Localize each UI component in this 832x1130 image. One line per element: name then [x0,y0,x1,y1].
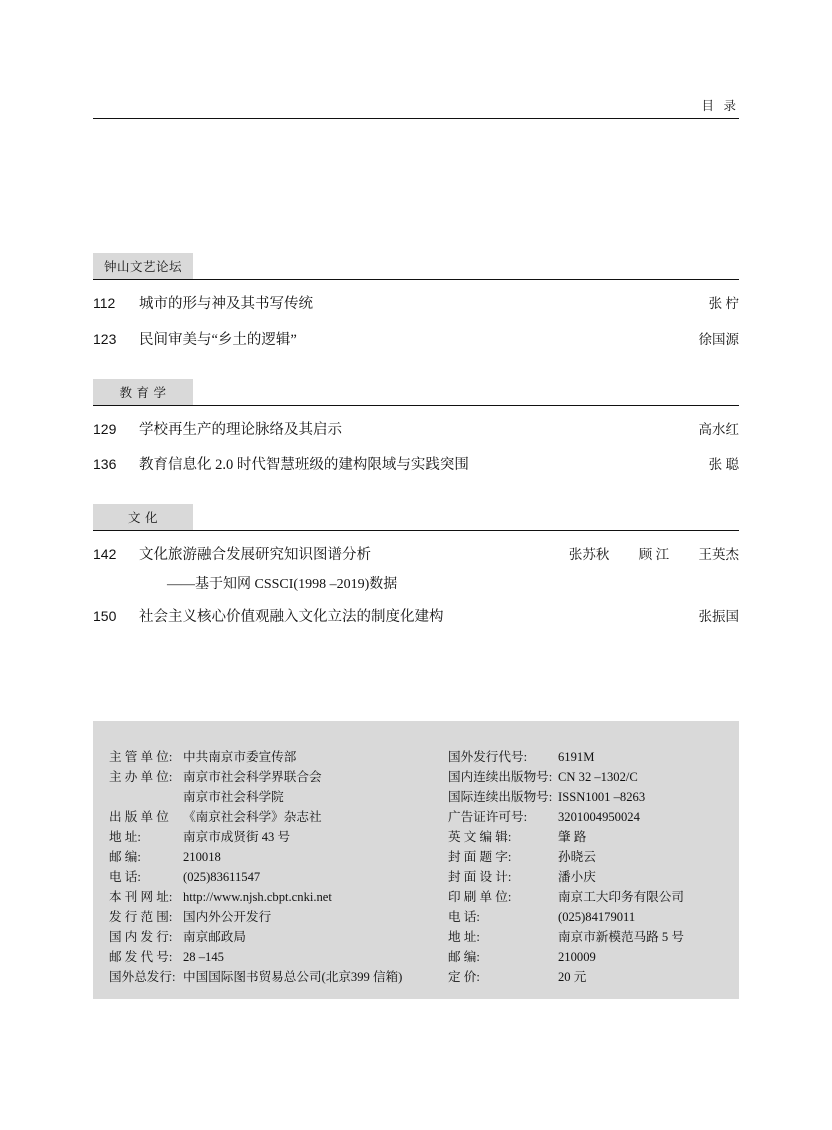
colophon-row [448,947,739,967]
colophon-value: 南京市社会科学院 [183,790,284,804]
colophon-row [448,747,739,767]
colophon-value: 国内外公开发行 [183,910,272,924]
colophon-label: 本 刊 网 址: [109,890,173,904]
author-name: 张苏秋 [568,547,610,562]
toc-entry[interactable] [93,293,739,316]
colophon-row [109,767,448,787]
colophon-label: 地 址: [448,930,480,944]
colophon-label: 广告证许可号: [448,810,528,824]
toc-entry[interactable] [93,329,739,352]
section-divider [93,530,739,531]
colophon-value: 《南京社会科学》杂志社 [183,810,322,824]
colophon-label: 出 版 单 位 [109,810,169,824]
header-divider [93,118,739,119]
entry-page-number: 136 [93,456,117,473]
entry-page-number: 142 [93,546,117,562]
colophon-value: 孙晓云 [558,850,596,864]
colophon-left-column [93,747,448,987]
author-name: 高水红 [698,421,739,437]
section-tag: 文 化 [93,504,193,530]
colophon-row [448,807,739,827]
colophon-row [109,847,448,867]
colophon-label: 发 行 范 围: [109,910,173,924]
entry-title: 学校再生产的理论脉络及其启示 [139,421,342,438]
colophon-label: 封 面 题 字: [448,850,512,864]
author-name: 张振国 [698,608,739,624]
colophon-row [109,967,448,987]
colophon-row [448,827,739,847]
colophon-row [448,967,739,987]
section-divider [93,279,739,280]
colophon-right-column [448,747,739,987]
colophon-value: 南京市社会科学界联合会 [183,770,322,784]
colophon-row [109,907,448,927]
colophon-label: 地 址: [109,830,141,844]
entry-authors [709,294,739,314]
colophon-label: 主 管 单 位: [109,750,173,764]
colophon-value: 南京市成贤街 43 号 [183,830,291,844]
entry-authors [699,330,740,350]
toc-section [93,504,739,629]
colophon-row [448,767,739,787]
colophon-row [448,887,739,907]
colophon-value: 肇 路 [558,830,587,844]
toc-entry[interactable] [93,419,739,442]
section-tag: 教 育 学 [93,379,193,405]
author-name: 徐国源 [698,331,739,347]
entry-subtitle [93,573,739,593]
section-tag: 钟山文艺论坛 [93,253,193,279]
colophon-value: 3201004950024 [558,810,640,824]
colophon-label: 封 面 设 计: [448,870,512,884]
entry-authors [569,545,739,565]
author-name: 王英杰 [698,547,739,562]
entry-title: 文化旅游融合发展研究知识图谱分析 [139,547,371,563]
colophon-label: 邮 编: [448,950,480,964]
entry-title: 教育信息化 2.0 时代智慧班级的建构限域与实践突围 [139,457,469,474]
section-header [93,504,739,530]
colophon-value: 中共南京市委宣传部 [183,750,297,764]
colophon-value: 210018 [183,850,221,864]
colophon-row [109,927,448,947]
colophon-value: 南京工大印务有限公司 [558,890,684,904]
colophon-value: CN 32 –1302/C [558,770,638,784]
colophon-value: 南京邮政局 [183,930,246,944]
entry-page-number: 112 [93,295,116,311]
colophon-row [109,787,448,807]
colophon-label: 印 刷 单 位: [448,890,512,904]
page-header [93,96,739,119]
colophon-label: 定 价: [448,970,480,984]
colophon-row [109,867,448,887]
toc-entry[interactable] [93,606,739,629]
entry-title: 民间审美与“乡土的逻辑” [139,331,297,348]
colophon-row [448,927,739,947]
colophon-label: 国外发行代号: [448,750,528,764]
colophon-label: 邮 编: [109,850,141,864]
author-name: 顾 江 [638,547,670,562]
section-header [93,253,739,279]
entry-page-number: 150 [93,607,117,624]
colophon-label: 电 话: [109,870,141,884]
colophon-row [109,887,448,907]
colophon-value: ISSN1001 –8263 [558,790,646,804]
entry-page-number: 129 [93,420,117,437]
table-of-contents [93,243,739,629]
page-title: 目 录 [701,99,739,113]
colophon-row [448,787,739,807]
colophon-row [448,867,739,887]
colophon-label: 国外总发行: [109,970,176,984]
colophon-value: 210009 [558,950,596,964]
colophon-value: 南京市新模范马路 5 号 [558,930,684,944]
toc-entry[interactable] [93,544,739,567]
section-header [93,379,739,405]
entry-title: 城市的形与神及其书写传统 [139,296,313,312]
author-name: 张 柠 [708,296,739,311]
colophon-row [448,907,739,927]
colophon-value: 6191M [558,750,595,764]
subtitle-gutter [93,573,139,593]
colophon-value: 28 –145 [183,950,224,964]
toc-section [93,379,739,478]
colophon-row [109,827,448,847]
colophon-value: (025)84179011 [558,910,636,924]
colophon-value: 中国国际图书贸易总公司(北京399 信箱) [183,970,403,984]
toc-entry[interactable] [93,454,739,477]
colophon-row [448,847,739,867]
colophon-label: 国际连续出版物号: [448,790,553,804]
colophon-value: 20 元 [558,970,587,984]
author-name: 张 聪 [708,457,739,473]
colophon-label: 国内连续出版物号: [448,770,553,784]
colophon-label: 邮 发 代 号: [109,950,173,964]
colophon-website[interactable]: http://www.njsh.cbpt.cnki.net [183,890,332,904]
entry-title: 社会主义核心价值观融入文化立法的制度化建构 [139,608,444,625]
colophon-panel [93,721,739,999]
colophon-row [109,747,448,767]
entry-authors [699,607,740,627]
section-divider [93,405,739,406]
colophon-label: 电 话: [448,910,480,924]
colophon-value: (025)83611547 [183,870,261,884]
entry-authors [699,420,740,440]
subtitle-text: ——基于知网 CSSCI(1998 –2019)数据 [167,576,398,592]
colophon-row [109,947,448,967]
colophon-label: 国 内 发 行: [109,930,173,944]
toc-section [93,253,739,352]
colophon-label: 主 办 单 位: [109,770,173,784]
entry-authors [709,455,739,475]
colophon-label: 英 文 编 辑: [448,830,512,844]
entry-page-number: 123 [93,330,117,347]
colophon-row [109,807,448,827]
colophon-value: 潘小庆 [558,870,596,884]
